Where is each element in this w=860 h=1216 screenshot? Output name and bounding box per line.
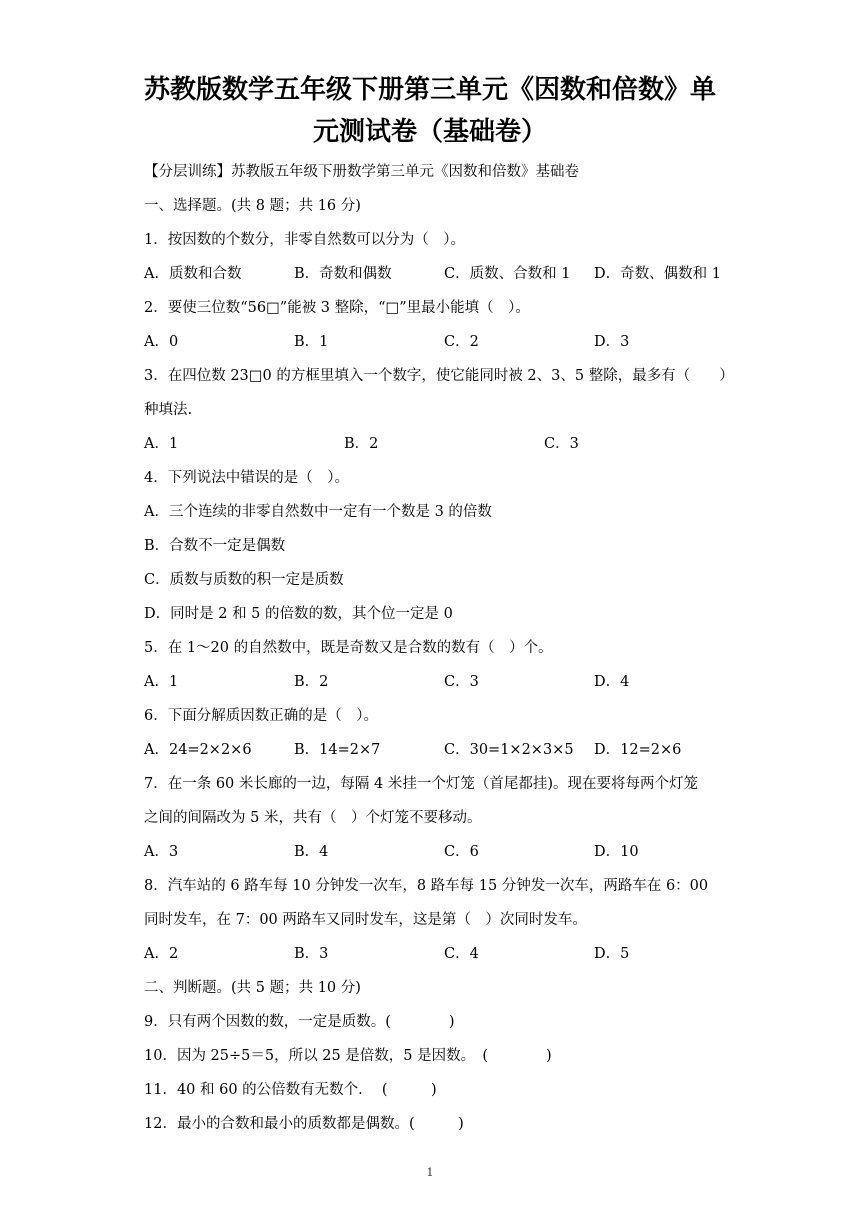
q8-option-c: C．4: [444, 946, 479, 962]
document-title-line-1: 苏教版数学五年级下册第三单元《因数和倍数》单: [143, 75, 716, 105]
q4-option-a: A．三个连续的非零自然数中一定有一个数是 3 的倍数: [144, 504, 492, 520]
q1-option-c: C．质数、合数和 1: [444, 266, 571, 282]
q2-option-d: D．3: [594, 334, 630, 350]
question-8-line-1: 8．汽车站的 6 路车每 10 分钟发一次车，8 路车每 15 分钟发一次车，两路车在 6：00: [144, 878, 709, 894]
q2-option-a: A．0: [144, 334, 179, 350]
q7-option-c: C．6: [444, 844, 479, 860]
q1-option-b: B．奇数和偶数: [294, 266, 392, 282]
question-8-line-2: 同时发车，在 7：00 两路车又同时发车，这是第（ ）次同时发车。: [144, 912, 587, 928]
q5-option-d: D．4: [594, 674, 630, 690]
question-2: 2．要使三位数“56□”能被 3 整除，“□”里最小能填（ ）。: [144, 300, 530, 316]
question-4: 4．下列说法中错误的是（ ）。: [144, 470, 349, 486]
q7-option-a: A．3: [144, 844, 179, 860]
q8-option-a: A．2: [144, 946, 179, 962]
q5-option-a: A．1: [144, 674, 179, 690]
question-12: 12．最小的合数和最小的质数都是偶数。( ): [144, 1116, 464, 1132]
question-7-line-1: 7．在一条 60 米长廊的一边，每隔 4 米挂一个灯笼（首尾都挂)。现在要将每两个灯笼: [144, 776, 698, 792]
question-3-line-2: 种填法.: [144, 402, 193, 418]
question-10: 10．因为 25÷5＝5，所以 25 是倍数，5 是因数。 ( ): [144, 1048, 552, 1064]
q3-option-a: A．1: [144, 436, 179, 452]
q8-option-d: D．5: [594, 946, 630, 962]
q4-option-d: D．同时是 2 和 5 的倍数的数，其个位一定是 0: [144, 606, 453, 622]
q6-option-d: D．12=2×6: [594, 742, 682, 758]
section-heading-judgment: 二、判断题。(共 5 题；共 10 分): [144, 980, 361, 996]
subtitle: 【分层训练】苏教版五年级下册数学第三单元《因数和倍数》基础卷: [144, 164, 579, 180]
question-11: 11．40 和 60 的公倍数有无数个. ( ): [144, 1082, 437, 1098]
q3-option-c: C．3: [544, 436, 579, 452]
section-heading-choice: 一、选择题。(共 8 题；共 16 分): [144, 198, 361, 214]
q1-option-a: A．质数和合数: [144, 266, 242, 282]
question-7-line-2: 之间的间隔改为 5 米，共有（ ）个灯笼不要移动。: [144, 810, 482, 826]
q5-option-b: B．2: [294, 674, 329, 690]
document-title-line-2: 元测试卷（基础卷）: [312, 117, 547, 147]
q4-option-c: C．质数与质数的积一定是质数: [144, 572, 344, 588]
q4-option-b: B．合数不一定是偶数: [144, 538, 286, 554]
question-1: 1．按因数的个数分，非零自然数可以分为（ ）。: [144, 232, 465, 248]
q7-option-d: D．10: [594, 844, 639, 860]
question-6: 6．下面分解质因数正确的是（ ）。: [144, 708, 378, 724]
question-5: 5．在 1～20 的自然数中，既是奇数又是合数的数有（ ）个。: [144, 640, 553, 656]
q3-option-b: B．2: [344, 436, 379, 452]
q2-option-c: C．2: [444, 334, 479, 350]
q2-option-b: B．1: [294, 334, 329, 350]
q1-option-d: D．奇数、偶数和 1: [594, 266, 721, 282]
question-3-line-1: 3．在四位数 23□0 的方框里填入一个数字，使它能同时被 2、3、5 整除，最多有（ ）: [144, 368, 734, 384]
q8-option-b: B．3: [294, 946, 329, 962]
q5-option-c: C．3: [444, 674, 479, 690]
q7-option-b: B．4: [294, 844, 329, 860]
question-9: 9．只有两个因数的数，一定是质数。( ): [144, 1014, 455, 1030]
page-number: 1: [426, 1166, 434, 1179]
q6-option-a: A．24=2×2×6: [144, 742, 252, 758]
q6-option-b: B．14=2×7: [294, 742, 381, 758]
q6-option-c: C．30=1×2×3×5: [444, 742, 574, 758]
